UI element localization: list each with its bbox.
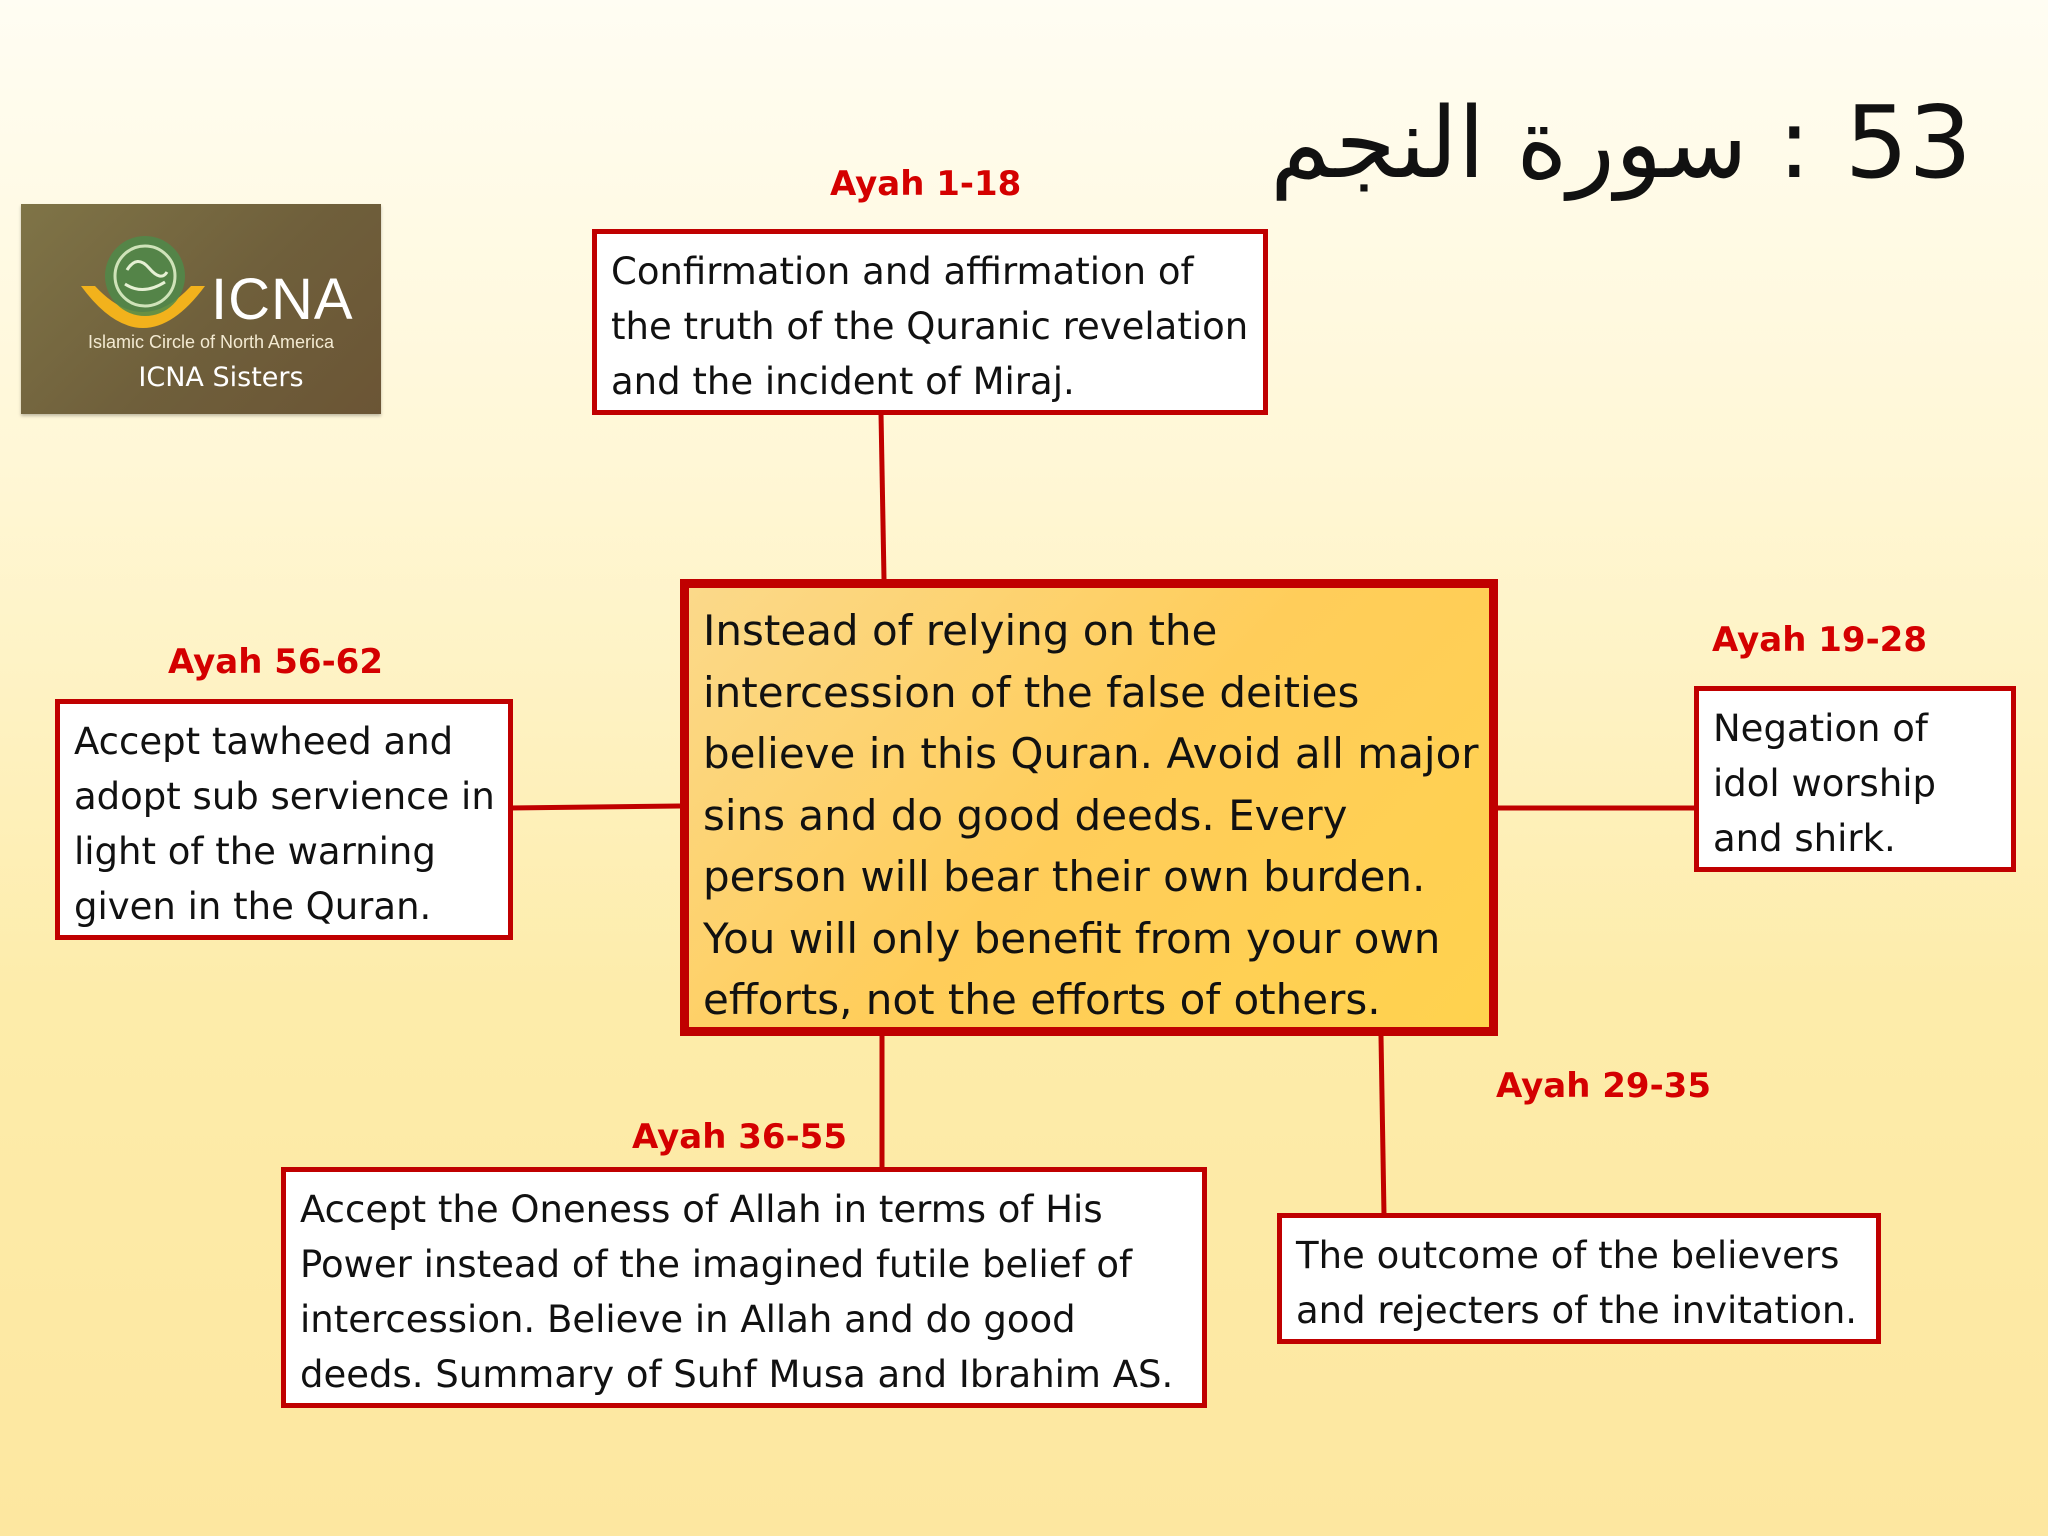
- node-bottom-left-text: Accept the Oneness of Allah in terms of His Power instead of the imagined futile belief of intercession. Believe in Allah and do good deeds. Summary of Suhf Musa and Ibrahim AS.: [300, 1188, 1174, 1396]
- connector-left: [509, 806, 680, 808]
- label-bottom-right: Ayah 29-35: [1496, 1066, 1711, 1106]
- node-right-text: Negation of idol worship and shirk.: [1713, 707, 1937, 860]
- node-bottom-left: [281, 1167, 1207, 1408]
- node-top: [592, 229, 1268, 415]
- logo-abbreviation: ICNA: [211, 267, 354, 332]
- connector-bottom-right: [1381, 1036, 1384, 1215]
- node-left-text: Accept tawheed and adopt sub servience in light of the warning given in the Quran.: [74, 720, 495, 928]
- icna-logo: [21, 204, 381, 414]
- label-top: Ayah 1-18: [830, 164, 1022, 204]
- node-left: [55, 699, 513, 940]
- node-bottom-right-text: The outcome of the believers and rejecters of the invitation.: [1296, 1234, 1858, 1332]
- central-theme-text: Instead of relying on the intercession of the false deities believe in this Quran. Avoid all major sins and do good deeds. Every person will bear their own burden. You will only benefit from your own efforts, not the efforts of others.: [703, 606, 1479, 1024]
- node-top-text: Confirmation and affirmation of the truth of the Quranic revelation and the incident of Miraj.: [611, 250, 1249, 403]
- label-right: Ayah 19-28: [1712, 620, 1927, 660]
- node-bottom-right: [1277, 1213, 1881, 1344]
- label-left: Ayah 56-62: [168, 642, 383, 682]
- node-right: [1694, 686, 2016, 872]
- central-theme-box: [680, 579, 1498, 1036]
- surah-number: 53: [1844, 84, 1972, 201]
- surah-name: سورة النجم: [1270, 87, 1748, 201]
- connector-top: [881, 413, 884, 579]
- logo-organization: Islamic Circle of North America: [87, 332, 335, 352]
- icna-emblem-icon: [73, 220, 213, 346]
- surah-title: [1270, 78, 1972, 208]
- label-bottom-left: Ayah 36-55: [632, 1117, 847, 1157]
- logo-subtitle: ICNA Sisters: [138, 362, 304, 393]
- title-separator: :: [1777, 87, 1811, 201]
